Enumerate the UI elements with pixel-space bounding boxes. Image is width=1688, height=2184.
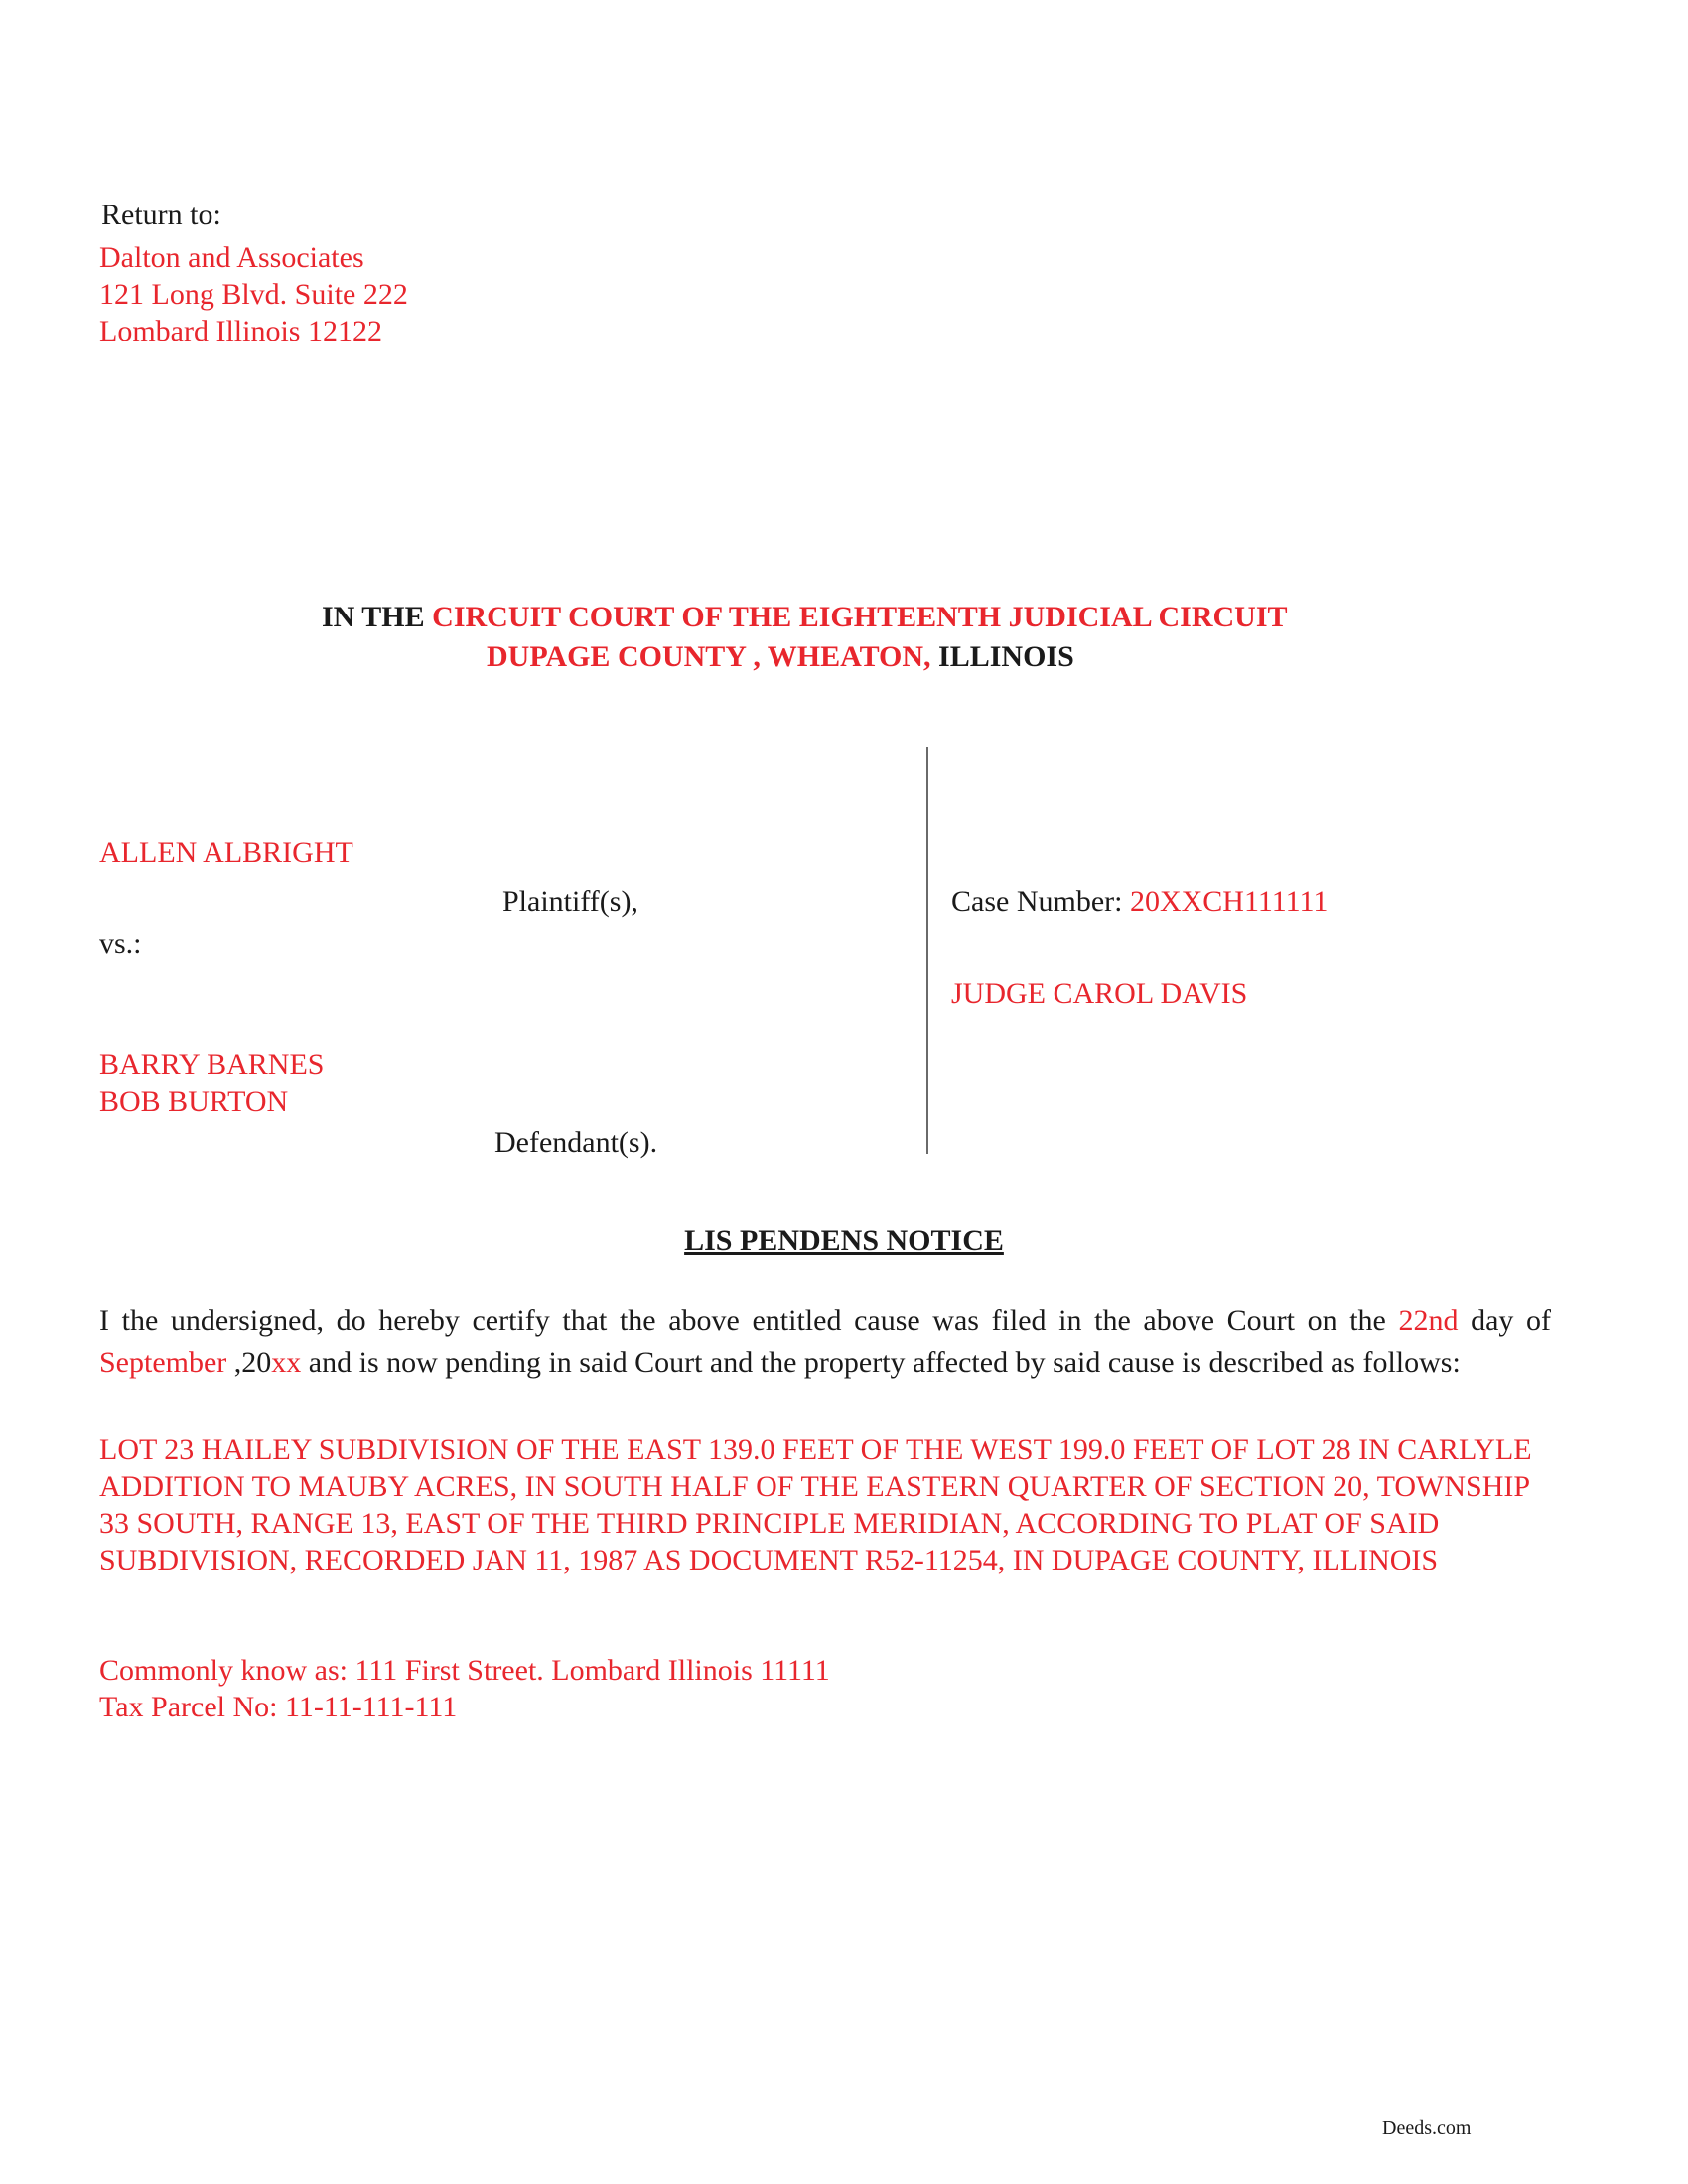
- versus-label: vs.:: [99, 927, 142, 960]
- case-number-label: Case Number:: [951, 886, 1123, 918]
- defendant-name: BARRY BARNES: [99, 1048, 325, 1081]
- defendant-name: BOB BURTON: [99, 1085, 289, 1118]
- plaintiff-name: ALLEN ALBRIGHT: [99, 836, 353, 869]
- defendant-label: Defendant(s).: [494, 1126, 658, 1159]
- court-name: CIRCUIT COURT OF THE EIGHTEENTH JUDICIAL CIRCUIT: [432, 601, 1288, 633]
- filing-year: xx: [271, 1346, 302, 1379]
- property-info: [99, 1652, 830, 1725]
- court-heading-line-1: [322, 600, 1288, 635]
- footer-brand: Deeds.com: [1382, 2117, 1472, 2139]
- return-to-address-line-1: 121 Long Blvd. Suite 222: [99, 278, 408, 311]
- certification-text: and is now pending in said Court and the property affected by said cause is described as follows:: [301, 1346, 1461, 1379]
- certification-text: ,20: [226, 1346, 272, 1379]
- legal-description: LOT 23 HAILEY SUBDIVISION OF THE EAST 139.0 FEET OF THE WEST 199.0 FEET OF LOT 28 IN CARLYLE ADDITION TO MAUBY ACRES, IN SOUTH HALF OF THE EASTERN QUARTER OF SECTION 20, TOWNSHIP 33 SOUTH, RANGE 13, EAST OF THE THIRD PRINCIPLE MERIDIAN, ACCORDING TO PLAT OF SAID SUBDIVISION, RECORDED JAN 11, 1987 AS DOCUMENT R52-11254, IN DUPAGE COUNTY, ILLINOIS: [99, 1433, 1532, 1576]
- case-number-line: [951, 884, 1328, 920]
- certification-text: I the undersigned, do hereby certify that the above entitled cause was filed in the above Court on the: [99, 1304, 1399, 1337]
- case-number-value: 20XXCH111111: [1129, 886, 1329, 918]
- filing-day: 22nd: [1398, 1304, 1459, 1337]
- court-heading-line-2: [487, 639, 1074, 675]
- tax-parcel-number: Tax Parcel No: 11-11-111-111: [99, 1691, 458, 1723]
- judge-name: JUDGE CAROL DAVIS: [951, 977, 1248, 1010]
- commonly-known-as: Commonly know as: 111 First Street. Lombard Illinois 11111: [99, 1654, 830, 1687]
- caption-divider: [926, 747, 928, 1154]
- court-prefix: IN THE: [322, 601, 425, 633]
- return-to-block: [99, 197, 408, 349]
- return-to-label: Return to:: [101, 199, 221, 231]
- plaintiff-label: Plaintiff(s),: [502, 886, 638, 918]
- certification-text: day of: [1458, 1304, 1552, 1337]
- court-location: DUPAGE COUNTY , WHEATON,: [487, 640, 931, 673]
- filing-month: September: [99, 1346, 227, 1379]
- notice-title: LIS PENDENS NOTICE: [684, 1224, 1004, 1257]
- certification-paragraph: [99, 1300, 1551, 1384]
- return-to-address-line-2: Lombard Illinois 12122: [99, 315, 382, 347]
- return-to-name: Dalton and Associates: [99, 241, 364, 274]
- court-state: ILLINOIS: [938, 640, 1074, 673]
